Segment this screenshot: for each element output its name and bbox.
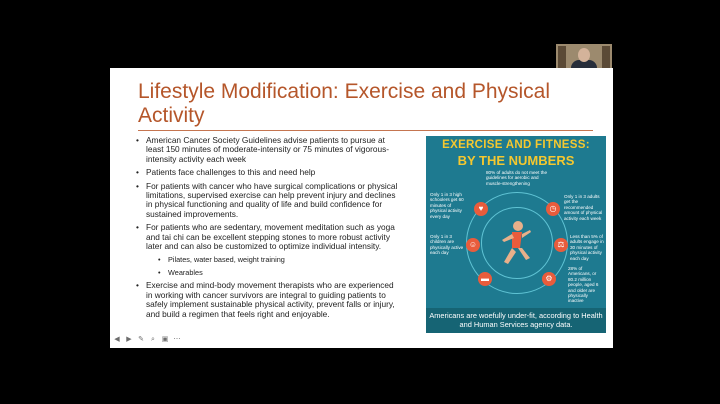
bullet-item: • For patients with cancer who have surgical complications or physical limitations, supervised exercise can help prevent injury and declines in physical functioning and quality of life and build confidence for sustained improvements.: [136, 182, 402, 220]
bullet-item: • American Cancer Society Guidelines advise patients to pursue at least 150 minutes of moderate-intensity or 75 minutes of vigorous-intensity activity each week: [136, 136, 402, 164]
previous-slide-icon[interactable]: ◀: [114, 336, 120, 343]
person-icon: ☺: [466, 238, 480, 252]
sub-bullet-item: • Wearables: [158, 268, 402, 277]
zoom-icon[interactable]: ⌕: [151, 336, 155, 343]
more-options-icon[interactable]: ⋯: [173, 336, 181, 343]
bullet-item: [136, 223, 402, 277]
stat-children: Only 1 in 3 children are physically active each day: [430, 234, 464, 256]
sub-bullet-list: [146, 255, 402, 277]
stat-high-schoolers: Only 1 in 3 high schoolers get 60 minutes of physical activity every day: [430, 192, 464, 219]
next-slide-icon[interactable]: ▶: [126, 336, 132, 343]
presentation-slide: [110, 68, 613, 348]
title-divider: [138, 130, 593, 131]
stat-adults-recommended: Only 1 in 3 adults get the recommended amount of physical activity each week: [564, 194, 603, 221]
bullet-list: [136, 136, 402, 323]
infographic-footer: Americans are woefully under-fit, according to Health and Human Services agency data.: [426, 308, 606, 333]
infographic-subtitle: BY THE NUMBERS: [457, 153, 575, 168]
slide-title: Lifestyle Modification: Exercise and Physical Activity: [138, 80, 551, 127]
stat-inactive: 28% of Americans, or 80.2 million people, aged 6 and older are physically inactive: [568, 266, 599, 304]
pen-icon[interactable]: ✎: [138, 336, 144, 343]
webcam-bookshelf-right: [602, 46, 610, 70]
dumbbell-icon: ▬: [478, 272, 492, 286]
stat-adults-guidelines: 80% of adults do not meet the guidelines for aerobic and muscle-strengthening: [486, 170, 548, 186]
stat-30-minutes: Less than 5% of adults engage in 30 minutes of physical activity each day: [570, 234, 604, 261]
bike-icon: ⚙: [542, 272, 556, 286]
sub-bullet-item: • Pilates, water based, weight training: [158, 255, 402, 264]
bullet-item: • Exercise and mind-body movement therapists who are experienced in working with cancer survivors are integral to guiding patients to safely implement sustainable physical activity, prevent falls or injury, and build a regimen that feels right and enjoyable.: [136, 281, 402, 319]
exercise-infographic: [426, 136, 606, 333]
slideshow-toolbar: [113, 336, 181, 344]
clock-icon: ◷: [546, 202, 560, 216]
bullet-item: • Patients face challenges to this and need help: [136, 168, 402, 177]
webcam-bookshelf-left: [558, 46, 566, 70]
bullet-text: For patients who are sedentary, movement meditation such as yoga and tai chi can be excellent stepping stones to more robust activity later and can also be customized to optimize individual intensity.: [146, 222, 395, 252]
heart-icon: ♥: [474, 202, 488, 216]
subtitles-icon[interactable]: ▣: [161, 336, 169, 343]
presenter-head: [578, 48, 590, 62]
scale-icon: ⚖: [554, 238, 568, 252]
runner-figure-icon: [498, 220, 534, 270]
infographic-title: EXERCISE AND FITNESS:: [442, 139, 590, 151]
